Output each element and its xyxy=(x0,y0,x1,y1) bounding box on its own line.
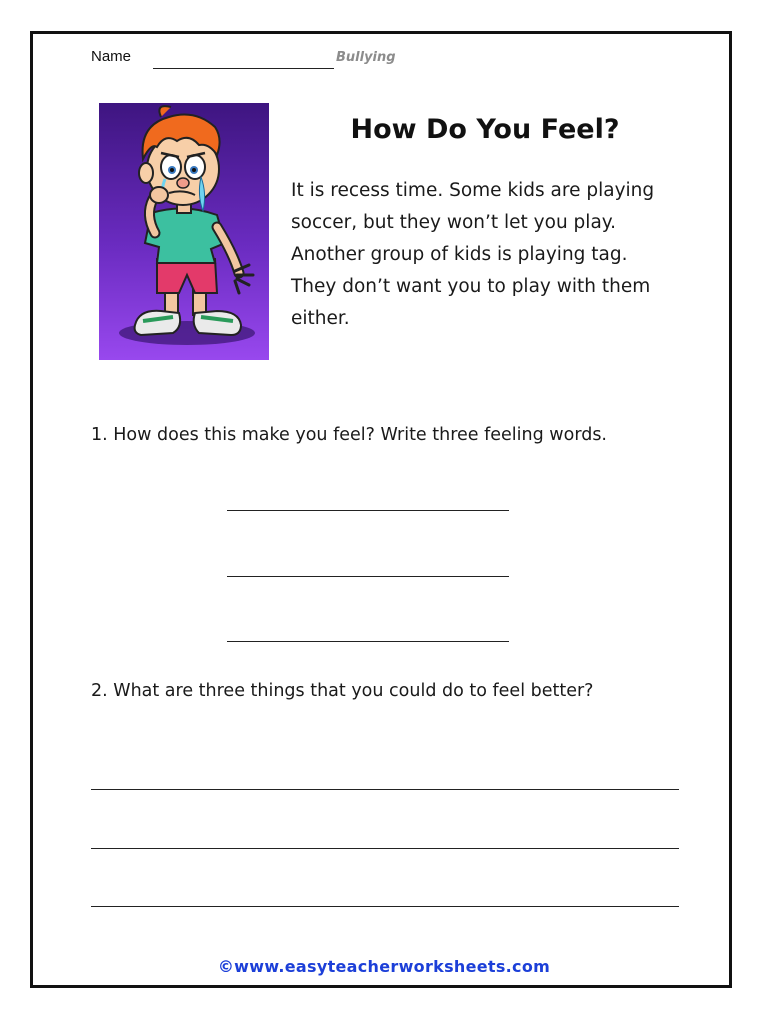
name-label: Name xyxy=(91,48,132,65)
story-paragraph xyxy=(291,175,691,335)
name-write-line xyxy=(153,68,334,69)
story-line: It is recess time. Some kids are playing xyxy=(291,180,655,201)
story-line: soccer, but they won’t let you play. xyxy=(291,212,616,233)
footer-copyright-link[interactable]: ©www.easyteacherworksheets.com xyxy=(217,957,551,976)
story-line: either. xyxy=(291,308,350,329)
answer-line-feeling-2[interactable] xyxy=(227,576,509,577)
story-line: Another group of kids is playing tag. xyxy=(291,244,628,265)
question-1: 1. How does this make you feel? Write three feeling words. xyxy=(91,425,607,445)
crying-boy-illustration xyxy=(99,103,269,360)
answer-line-feeling-1[interactable] xyxy=(227,510,509,511)
answer-line-better-3[interactable] xyxy=(91,906,679,907)
answer-line-better-1[interactable] xyxy=(91,789,679,790)
topic-label: Bullying xyxy=(336,50,396,65)
answer-line-feeling-3[interactable] xyxy=(227,641,509,642)
answer-line-better-2[interactable] xyxy=(91,848,679,849)
question-2: 2. What are three things that you could do to feel better? xyxy=(91,681,594,701)
story-line: They don’t want you to play with them xyxy=(291,276,651,297)
worksheet-title: How Do You Feel? xyxy=(350,114,620,145)
